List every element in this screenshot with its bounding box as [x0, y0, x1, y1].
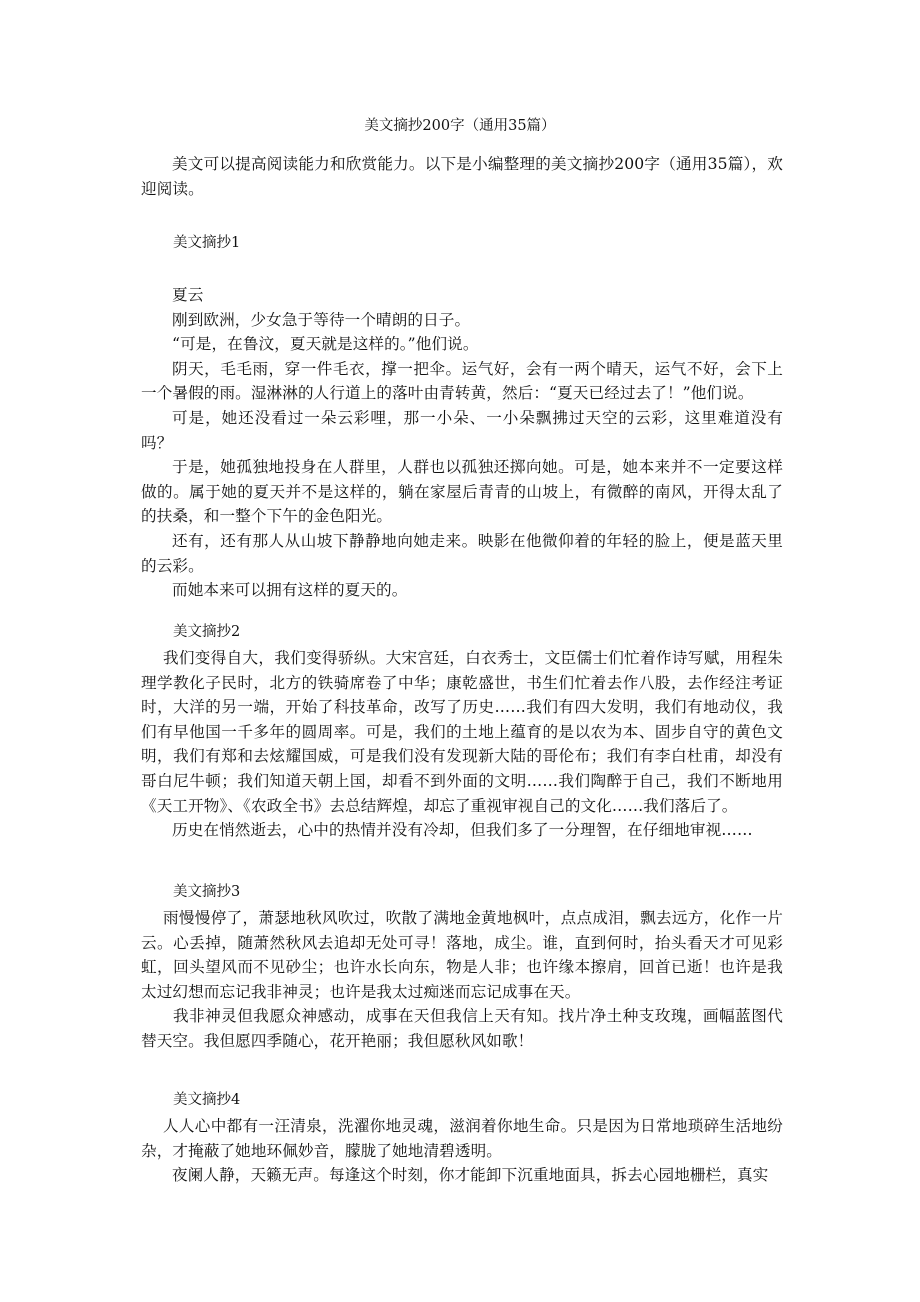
section-2-body — [141, 646, 783, 843]
document-title: 美文摘抄200字（通用35篇） — [364, 118, 556, 134]
section-1-paragraph: 于是，她孤独地投身在人群里，人群也以孤独还掷向她。可是，她本来并不一定要这样做的。属于她的夏天并不是这样的，躺在家屋后青青的山坡上，有微醉的南风，开得太乱了的扶桑，和一整个下午的金色阳光。 — [141, 458, 783, 526]
section-4-paragraph: 夜阑人静，天籁无声。每逢这个时刻，你才能卸下沉重地面具，拆去心园地栅栏，真实 — [172, 1166, 769, 1185]
section-1-paragraph: 还有，还有那人从山坡下静静地向她走来。映影在他微仰着的年轻的脸上，便是蓝天里的云彩。 — [141, 531, 783, 575]
section-heading-4: 美文摘抄4 — [173, 1092, 241, 1108]
section-1-body — [141, 283, 783, 603]
section-1-paragraph: 而她本来可以拥有这样的夏天的。 — [172, 581, 408, 600]
section-3-body — [141, 906, 783, 1054]
section-1-paragraph: 阴天，毛毛雨，穿一件毛衣，撑一把伞。运气好，会有一两个晴天，运气不好，会下上一个暑假的雨。湿淋淋的人行道上的落叶由青转黄，然后：“夏天已经过去了！”他们说。 — [141, 359, 783, 403]
section-1-paragraph: 夏云 — [172, 286, 204, 304]
section-heading-3: 美文摘抄3 — [173, 884, 241, 900]
section-3-paragraph: 雨慢慢停了，萧瑟地秋风吹过，吹散了满地金黄地枫叶，点点成泪，飘去远方，化作一片云。心丢掉，随萧然秋风去追却无处可寻！落地，成尘。谁，直到何时，抬头看天才可见彩虹，回头望风而不见砂尘；也许水长向东，物是人非；也许缘本擦肩，回首已逝！也许是我太过幻想而忘记我非神灵；也许是我太过痴迷而忘记成事在天。 — [141, 909, 783, 1001]
section-1-paragraph: 可是，她还没看过一朵云彩哩，那一小朵、一小朵飘拂过天空的云彩，这里难道没有吗？ — [141, 408, 783, 452]
section-2-paragraph: 我们变得自大，我们变得骄纵。大宋宫廷，白衣秀士，文臣儒士们忙着作诗写赋，用程朱理学教化子民时，北方的铁骑席卷了中华；康乾盛世，书生们忙着去作八股，去作经注考证时，大洋的另一端，开始了科技革命，改写了历史……我们有四大发明，我们有地动仪，我们有早他国一千多年的圆周率。可是，我们的土地上蕴育的是以农为本、固步自守的黄色文明，我们有郑和去炫耀国威，可是我们没有发现新大陆的哥伦布；我们有李白杜甫，却没有哥白尼牛顿；我们知道天朝上国，却看不到外面的文明……我们陶醉于自己，我们不断地用《天工开物》、《农政全书》去总结辉煌，却忘了重视审视自己的文化……我们落后了。 — [141, 649, 783, 815]
intro-text: 美文可以提高阅读能力和欣赏能力。以下是小编整理的美文摘抄200字（通用35篇），欢迎阅读。 — [141, 155, 783, 198]
section-heading-2: 美文摘抄2 — [173, 624, 241, 640]
section-4-body — [141, 1114, 783, 1188]
section-4-paragraph: 人人心中都有一汪清泉，洗濯你地灵魂，滋润着你地生命。只是因为日常地琐碎生活地纷杂，才掩蔽了她地环佩妙音，朦胧了她地清碧透明。 — [141, 1117, 783, 1160]
intro-paragraph — [141, 152, 783, 201]
section-2-paragraph: 历史在悄然逝去，心中的热情并没有冷却，但我们多了一分理智，在仔细地审视…… — [172, 821, 753, 840]
section-1-paragraph: “可是，在鲁汶，夏天就是这样的。”他们说。 — [172, 335, 479, 354]
section-3-paragraph: 我非神灵但我愿众神感动，成事在天但我信上天有知。找片净土种支玫瑰，画幅蓝图代替天空。我但愿四季随心，花开艳丽；我但愿秋风如歌！ — [141, 1007, 783, 1050]
section-1-paragraph: 刚到欧洲，少女急于等待一个晴朗的日子。 — [172, 310, 471, 329]
section-heading-1: 美文摘抄1 — [173, 235, 241, 251]
